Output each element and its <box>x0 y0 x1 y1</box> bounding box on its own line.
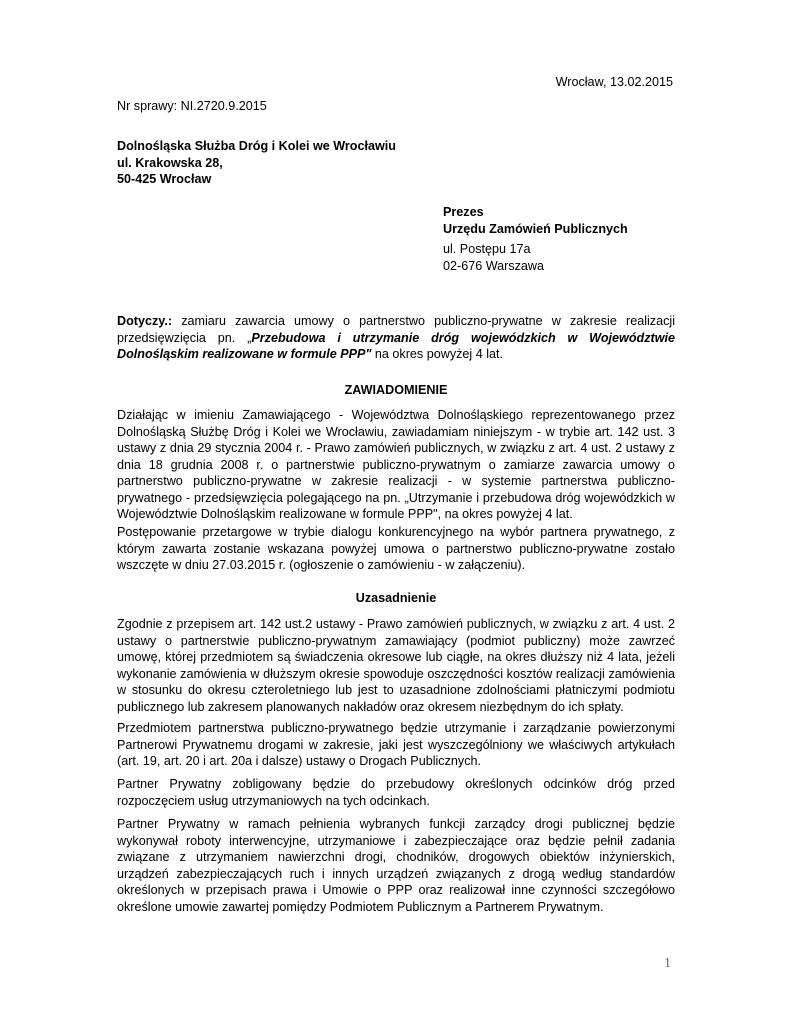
recipient-city: 02-676 Warszawa <box>443 258 545 273</box>
sender-city: 50-425 Wrocław <box>117 172 212 186</box>
sender-address <box>117 138 396 188</box>
recipient-title-2: Urzędu Zamówień Publicznych <box>443 221 628 236</box>
justification-paragraph-4: Partner Prywatny w ramach pełnienia wybranych funkcji zarządcy drogi publicznej będzie wykonywał roboty interwencyjne, utrzymaniowe i zabezpieczające oraz będzie pełnił zadania związane z utrzymaniem nawierzchni drogi, chodników, drogowych obiektów inżynierskich, urządzeń zabezpieczających ruch i innych urządzeń związanych z drogą według standardów określonych w przepisach prawa i Umowie o PPP oraz realizował inne czynności szczegółowo określone umowie zawartej pomiędzy Podmiotem Publicznym a Partnerem Prywatnym. <box>117 817 675 914</box>
justification-paragraph-3: Partner Prywatny zobligowany będzie do przebudowy określonych odcinków dróg przed rozpoczęciem usług utrzymaniowych na tych odcinkach. <box>117 777 675 808</box>
recipient-street: ul. Postępu 17a <box>443 242 531 256</box>
sender-street: ul. Krakowska 28, <box>117 155 223 170</box>
notice-paragraph-2: Postępowanie przetargowe w trybie dialogu konkurencyjnego na wybór partnera prywatnego, z którym zawarta zostanie wskazana powyżej umowa o partnerstwo publiczno-prywatne zostało wszczęte w dniu 27.03.2015 r. (ogłoszenie o zamówieniu - w załączeniu). <box>117 525 675 572</box>
notice-heading: ZAWIADOMIENIE <box>344 383 448 397</box>
subject-text-2: na okres powyżej 4 lat. <box>371 347 504 361</box>
justification-paragraph-2: Przedmiotem partnerstwa publiczno-prywatnego będzie utrzymanie i zarządzanie powierzonymi Partnerowi Prywatnemu drogami w zakresie, jaki jest wyszczególniony we właściwych artykułach (art. 19, art. 20 i art. 20a i dalsze) ustawy o Drogach Publicznych. <box>117 721 675 768</box>
case-number: Nr sprawy: NI.2720.9.2015 <box>117 99 267 113</box>
recipient-address <box>443 204 628 274</box>
recipient-title-1: Prezes <box>443 205 484 219</box>
notice-paragraph-1: Działając w imieniu Zamawiającego - Województwa Dolnośląskiego reprezentowanego przez Dolnośląską Służbę Dróg i Kolei we Wrocławiu, zawiadamiam niniejszym - w trybie art. 142 ust. 3 ustawy z dnia 29 stycznia 2004 r. - Prawo zamówień publicznych, w związku z art. 4 ust. 2 ustawy z dnia 18 grudnia 2008 r. o partnerstwie publiczno-prywatnym o zamiarze zawarcia umowy o partnerstwo publiczno-prywatne w zakresie realizacji - w systemie partnerstwa publiczno-prywatnego - przedsięwzięcia polegającego na pn. „Utrzymanie i przebudowa dróg wojewódzkich w Województwie Dolnośląskim realizowane w formule PPP", na okres powyżej 4 lat. <box>117 408 675 521</box>
subject-text-1: zamiaru zawarcia umowy o partnerstwo publiczno-prywatne w zakresie realizacji przedsięwzięcia pn. „ <box>117 314 675 345</box>
place-date: Wrocław, 13.02.2015 <box>555 75 673 89</box>
justification-heading: Uzasadnienie <box>355 591 437 605</box>
subject-project: Przebudowa i utrzymanie dróg wojewódzkich w Województwie Dolnośląskim realizowane w formule PPP" <box>117 330 676 361</box>
page-number: 1 <box>664 956 671 971</box>
subject-label: Dotyczy.: <box>117 314 173 328</box>
subject-line <box>117 313 675 363</box>
justification-paragraph-1: Zgodnie z przepisem art. 142 ust.2 ustawy - Prawo zamówień publicznych, w związku z art. 4 ust. 2 ustawy o partnerstwie publiczno-prywatnym zamawiający (podmiot publiczny) może zawrzeć umowę, której przedmiotem są świadczenia okresowe lub ciągłe, na okres dłuższy niż 4 lata, jeżeli wykonanie zamówienia w dłuższym okresie spowoduje oszczędności kosztów realizacji zamówienia w stosunku do okresu czteroletniego lub jest to uzasadnione zdolnościami płatniczymi podmiotu publicznego lub zakresem planowanych nakładów oraz okresem niezbędnym do ich spłaty. <box>117 617 675 714</box>
sender-name: Dolnośląska Służba Dróg i Kolei we Wrocławiu <box>117 139 396 153</box>
